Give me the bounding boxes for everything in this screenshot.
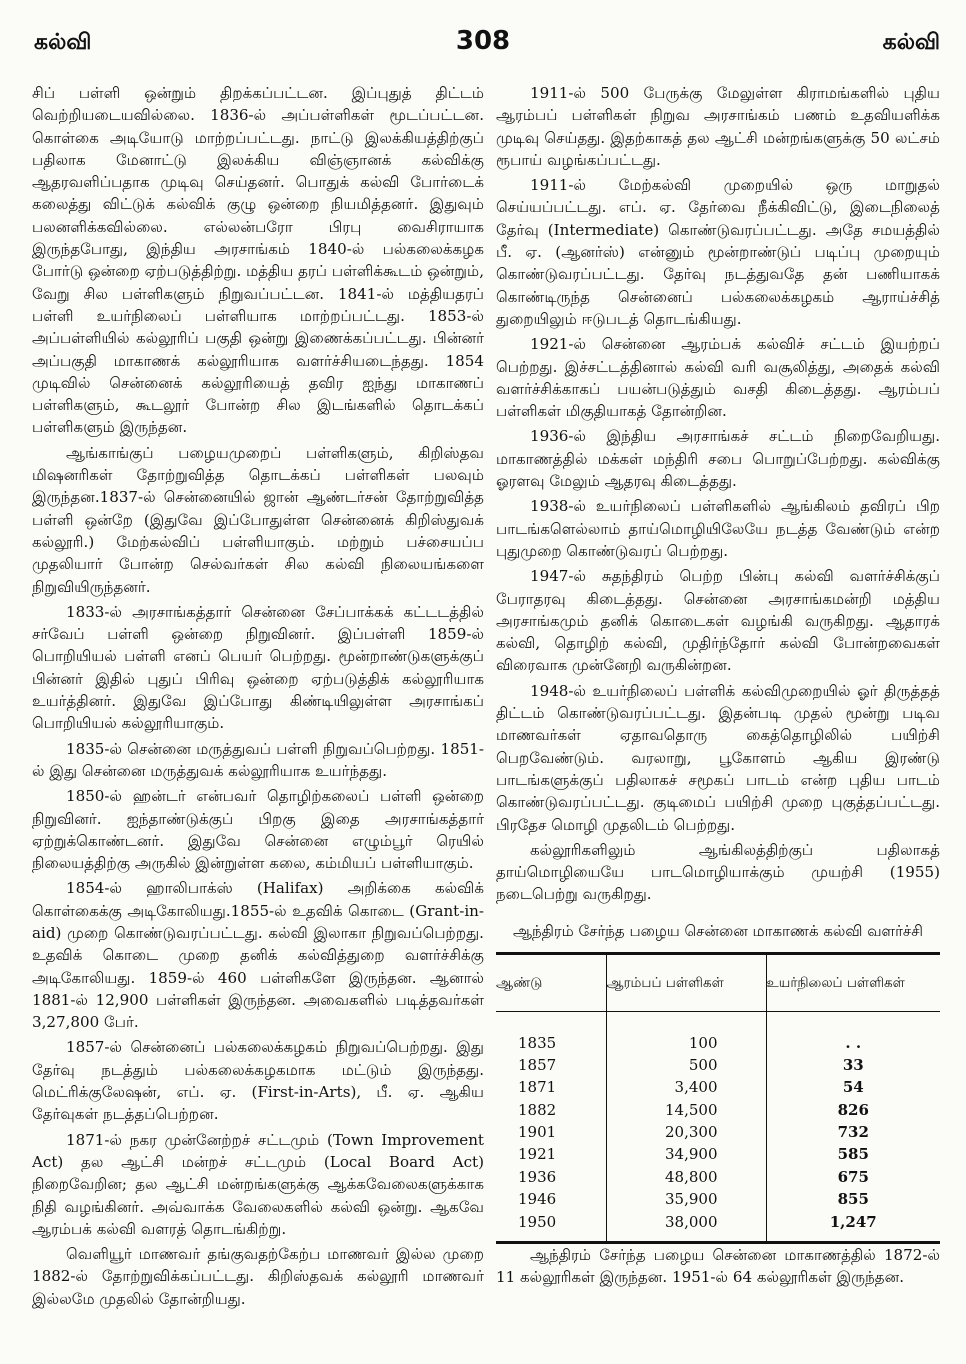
right-column	[496, 82, 940, 1292]
table-caption: ஆந்திரம் சேர்ந்த பழைய சென்னை மாகாணக் கல்வி வளர்ச்சி	[513, 921, 923, 940]
column-header-primary-schools: ஆரம்பப் பள்ளிகள்	[606, 953, 766, 1011]
table-row	[496, 1076, 940, 1098]
right-column-paragraph: 1921-ல் சென்னை ஆரம்பக் கல்விச் சட்டம் இயற்றப் பெற்றது. இச்சட்டத்தினால் கல்வி வரி வசூலித்து, அதைக் கல்வி வளர்ச்சிக்காகப் பயன்படுத்தும் வசதி கிடைத்தது. ஆரம்பப் பள்ளிகள் மிகுதியாகத் தோன்றின.	[496, 335, 940, 421]
high-schools-cell: 1,247	[766, 1210, 940, 1242]
right-column-text	[496, 82, 940, 906]
primary-schools-cell: 3,400	[606, 1076, 766, 1098]
table-row	[496, 1011, 940, 1054]
table-row	[496, 1121, 940, 1143]
primary-schools-cell: 38,000	[606, 1210, 766, 1242]
left-column-paragraph: ஆங்காங்குப் பழையமுறைப் பள்ளிகளும், கிறிஸ்தவ மிஷனரிகள் தோற்றுவித்த தொடக்கப் பள்ளிகள் பலவும் இருந்தன.1837-ல் சென்னையில் ஜான் ஆண்டர்சன் தோற்றுவித்த பள்ளி ஒன்றே (இதுவே இப்போதுள்ள சென்னைக் கிறிஸ்துவக் கல்லூரி.) மேற்கல்விப் பள்ளியாகும். மற்றும் பச்சையப்ப முதலியார் போன்ற செல்வர்கள் சில கல்வி நிலையங்களை நிறுவியிருந்தனர்.	[32, 443, 484, 596]
table-row	[496, 1143, 940, 1165]
year-cell: 1946	[518, 1190, 557, 1209]
right-column-paragraph: 1947-ல் சுதந்திரம் பெற்ற பின்பு கல்வி வளர்ச்சிக்குப் பேராதரவு கிடைத்தது. சென்னை அரசாங்கமன்றி மத்திய அரசாங்கமும் தனிக் கொடைகள் வழங்கி வருகிறது. ஆதாரக் கல்வி, தொழிற் கல்வி, முதிர்ந்தோர் கல்வி போன்றவைகள் விரைவாக முன்னேறி வருகின்றன.	[496, 567, 940, 675]
column-header-year: ஆண்டு	[496, 953, 606, 1011]
primary-schools-cell: 100	[606, 1011, 766, 1054]
page-number: 308	[455, 26, 511, 56]
column-header-high-schools: உயர்நிலைப் பள்ளிகள்	[766, 953, 940, 1011]
year-cell: 1871	[518, 1078, 557, 1097]
left-column-paragraph: 1854-ல் ஹாலிபாக்ஸ் (Halifax) அறிக்கை கல்விக் கொள்கைக்கு அடிகோலியது.1855-ல் உதவிக் கொடை (Grant-in-aid) முறை கொண்டுவரப்பட்டது. கல்வி இலாகா நிறுவப்பெற்றது. உதவிக் கொடை முறை தனிக் கல்வித்துறை வளர்ச்சிக்கு அடிகோலியது. 1859-ல் 460 பள்ளிகளே இருந்தன. ஆனால் 1881-ல் 12,900 பள்ளிகள் இருந்தன. அவைகளில் படித்தவர்கள் 3,27,800 பேர்.	[32, 879, 484, 1032]
left-column-paragraph: 1871-ல் நகர முன்னேற்றச் சட்டமும் (Town Improvement Act) தல ஆட்சி மன்றச் சட்டமும் (Local Board Act) நிறைவேறின; தல ஆட்சி மன்றங்களுக்கு ஆக்கவேலைகளுக்காக நிதி வழங்கினர். அவ்வாக்க வேலைகளில் கல்வி ஒன்று. ஆகவே ஆரம்பக் கல்வி வளரத் தொடங்கிற்று.	[32, 1130, 484, 1238]
table-note: ஆந்திரம் சேர்ந்த பழைய சென்னை மாகாணத்தில் 1872-ல் 11 கல்லூரிகள் இருந்தன. 1951-ல் 64 கல்லூரிகள் இருந்தன.	[496, 1245, 940, 1287]
high-schools-cell: 732	[766, 1121, 940, 1143]
table-body	[496, 1011, 940, 1242]
year-cell: 1835	[518, 1033, 557, 1052]
year-cell: 1921	[518, 1145, 557, 1164]
primary-schools-cell: 34,900	[606, 1143, 766, 1165]
high-schools-cell: 33	[766, 1054, 940, 1076]
left-column-paragraph: 1857-ல் சென்னைப் பல்கலைக்கழகம் நிறுவப்பெற்றது. இது தேர்வு நடத்தும் பல்கலைக்கழகமாக மட்டும் இருந்தது. மெட்ரிக்குலேஷன், எப். ஏ. (First-in-Arts), பீ. ஏ. ஆகிய தேர்வுகள் நடத்தப்பெற்றன.	[32, 1038, 484, 1124]
table-header-row	[496, 953, 940, 1011]
high-schools-cell: 675	[766, 1166, 940, 1188]
right-column-paragraph: 1938-ல் உயர்நிலைப் பள்ளிகளில் ஆங்கிலம் தவிரப் பிற பாடங்களெல்லாம் தாய்மொழியிலேயே நடத்த வேண்டும் என்ற புதுமுறை கொண்டுவரப் பெற்றது.	[496, 497, 940, 560]
running-title-left: கல்வி	[34, 30, 92, 55]
year-cell: 1950	[496, 1210, 606, 1242]
table-row	[496, 1166, 940, 1188]
year-cell: 1857	[518, 1055, 557, 1074]
high-schools-cell: 855	[766, 1188, 940, 1210]
high-schools-cell: 585	[766, 1143, 940, 1165]
table-row	[496, 1054, 940, 1076]
primary-schools-cell: 14,500	[606, 1098, 766, 1120]
running-title-right: கல்வி	[882, 30, 940, 55]
right-column-paragraph: 1911-ல் 500 பேருக்கு மேலுள்ள கிராமங்களில் புதிய ஆரம்பப் பள்ளிகள் நிறுவ அரசாங்கம் பணம் உதவியளிக்க முடிவு செய்தது. இதற்காகத் தல ஆட்சி மன்றங்களுக்கு 50 லட்சம் ரூபாய் வழங்கப்பட்டது.	[496, 84, 940, 169]
right-column-paragraph: 1936-ல் இந்திய அரசாங்கச் சட்டம் நிறைவேறியது. மாகாணத்தில் மக்கள் மந்திரி சபை பொறுப்பேற்றது. கல்விக்கு ஓரளவு மேலும் ஆதரவு கிடைத்தது.	[496, 427, 940, 491]
table-row	[496, 1098, 940, 1120]
left-column-paragraph: சிப் பள்ளி ஒன்றும் திறக்கப்பட்டன. இப்புதுத் திட்டம் வெற்றியடையவில்லை. 1836-ல் அப்பள்ளிகள் மூடப்பட்டன. கொள்கை அடியோடு மாற்றப்பட்டது. நாட்டு இலக்கியத்திற்குப் பதிலாக மேனாட்டு இலக்கிய விஞ்ஞானக் கல்விக்கு ஆதரவளிப்பதாக முடிவு செய்தனர். பொதுக் கல்வி போர்டைக் கலைத்து விட்டுக் கல்விக் குழு ஒன்றை நியமித்தனர். இதுவும் பலனளிக்கவில்லை. எல்லன்பரோ பிரபு வைசிராயாக இருந்தபோது, இந்திய அரசாங்கம் 1840-ல் பல்கலைக்கழக போர்டு ஒன்றை ஏற்படுத்திற்று. மத்திய தரப் பள்ளிக்கூடம் ஒன்றும், வேறு சில பள்ளிகளும் நிறுவப்பட்டன. 1841-ல் மத்தியதரப் பள்ளி உயர்நிலைப் பள்ளியாக மாற்றப்பட்டது. 1853-ல் அப்பள்ளியில் கல்லூரிப் பகுதி ஒன்று இணைக்கப்பட்டது. பின்னர் அப்பகுதி மாகாணக் கல்லூரியாக வளர்ச்சியடைந்தது. 1854 முடிவில் சென்னைக் கல்லூரியைத் தவிர ஐந்து மாகாணப் பள்ளிகளும், கூடலூர் போன்ற சில இடங்களில் தொடக்கப் பள்ளிகளும் இருந்தன.	[32, 84, 484, 437]
year-cell: 1901	[518, 1123, 557, 1142]
left-column-paragraph: 1850-ல் ஹன்டர் என்பவர் தொழிற்கலைப் பள்ளி ஒன்றை நிறுவினர். ஐந்தாண்டுக்குப் பிறகு இதை அரசாங்கத்தார் ஏற்றுக்கொண்டனர். இதுவே சென்னை எழும்பூர் ரெயில் நிலையத்திற்கு அருகில் இன்றுள்ள கலை, கம்மியப் பள்ளியாகும்.	[32, 787, 484, 873]
high-schools-cell: 826	[766, 1098, 940, 1120]
left-column-paragraph: வெளியூர் மாணவர் தங்குவதற்கேற்ப மாணவர் இல்ல முறை 1882-ல் தோற்றுவிக்கப்பட்டது. கிறிஸ்தவக் கல்லூரி மாணவர் இல்லமே முதலில் தோன்றியது.	[32, 1245, 484, 1308]
table-row	[496, 1188, 940, 1210]
primary-schools-cell: 20,300	[606, 1121, 766, 1143]
left-column	[32, 82, 484, 1313]
high-schools-cell: . .	[766, 1011, 940, 1054]
high-schools-cell: 54	[766, 1076, 940, 1098]
right-column-paragraph: 1948-ல் உயர்நிலைப் பள்ளிக் கல்விமுறையில் ஓர் திருத்தத் திட்டம் கொண்டுவரப்பட்டது. இதன்படி முதல் மூன்று படிவ மாணவர்கள் ஏதாவதொரு கைத்தொழிலில் பயிற்சி பெறவேண்டும். வரலாறு, பூகோளம் ஆகிய இரண்டு பாடங்களுக்குப் பதிலாகச் சமூகப் பாடம் என்ற புதிய பாடம் கொண்டுவரப்பட்டது. குடிமைப் பயிற்சி முறை புகுத்தப்பட்டது. பிரதேச மொழி முதலிடம் பெற்றது.	[496, 681, 940, 834]
table-row	[496, 1210, 940, 1242]
primary-schools-cell: 35,900	[606, 1188, 766, 1210]
page-header	[0, 0, 966, 72]
left-column-paragraph: 1833-ல் அரசாங்கத்தார் சென்னை சேப்பாக்கக் கட்டடத்தில் சர்வேப் பள்ளி ஒன்றை நிறுவினர். இப்பள்ளி 1859-ல் பொறியியல் பள்ளி எனப் பெயர் பெற்றது. மூன்றாண்டுகளுக்குப் பின்னர் இதில் புதுப் பிரிவு ஒன்றை ஏற்படுத்திக் கல்லூரியாக உயர்த்தினர். இதுவே இப்போது கிண்டியிலுள்ள அரசாங்கப் பொறியியல் கல்லூரியாகும்.	[32, 602, 484, 733]
primary-schools-cell: 500	[606, 1054, 766, 1076]
primary-schools-cell: 48,800	[606, 1166, 766, 1188]
left-column-paragraph: 1835-ல் சென்னை மருத்துவப் பள்ளி நிறுவப்பெற்றது. 1851-ல் இது சென்னை மருத்துவக் கல்லூரியாக உயர்ந்தது.	[32, 739, 484, 780]
year-cell: 1936	[518, 1167, 557, 1186]
education-growth-table	[496, 952, 940, 1244]
right-column-paragraph: கல்லூரிகளிலும் ஆங்கிலத்திற்குப் பதிலாகத் தாய்மொழியையே பாடமொழியாக்கும் முயற்சி (1955) நடைபெற்று வருகிறது.	[496, 840, 940, 904]
year-cell: 1882	[518, 1100, 557, 1119]
right-column-paragraph: 1911-ல் மேற்கல்வி முறையில் ஒரு மாறுதல் செய்யப்பட்டது. எப். ஏ. தேர்வை நீக்கிவிட்டு, இடைநிலைத் தேர்வு (Intermediate) கொண்டுவரப்பட்டது. அதே சமயத்தில் பீ. ஏ. (ஆனர்ஸ்) என்னும் மூன்றாண்டுப் படிப்பு முறையும் கொண்டுவரப்பட்டது. தேர்வு நடத்துவதே தன் பணியாகக் கொண்டிருந்த சென்னைப் பல்கலைக்கழகம் ஆராய்ச்சித் துறையிலும் ஈடுபடத் தொடங்கியது.	[496, 176, 940, 328]
